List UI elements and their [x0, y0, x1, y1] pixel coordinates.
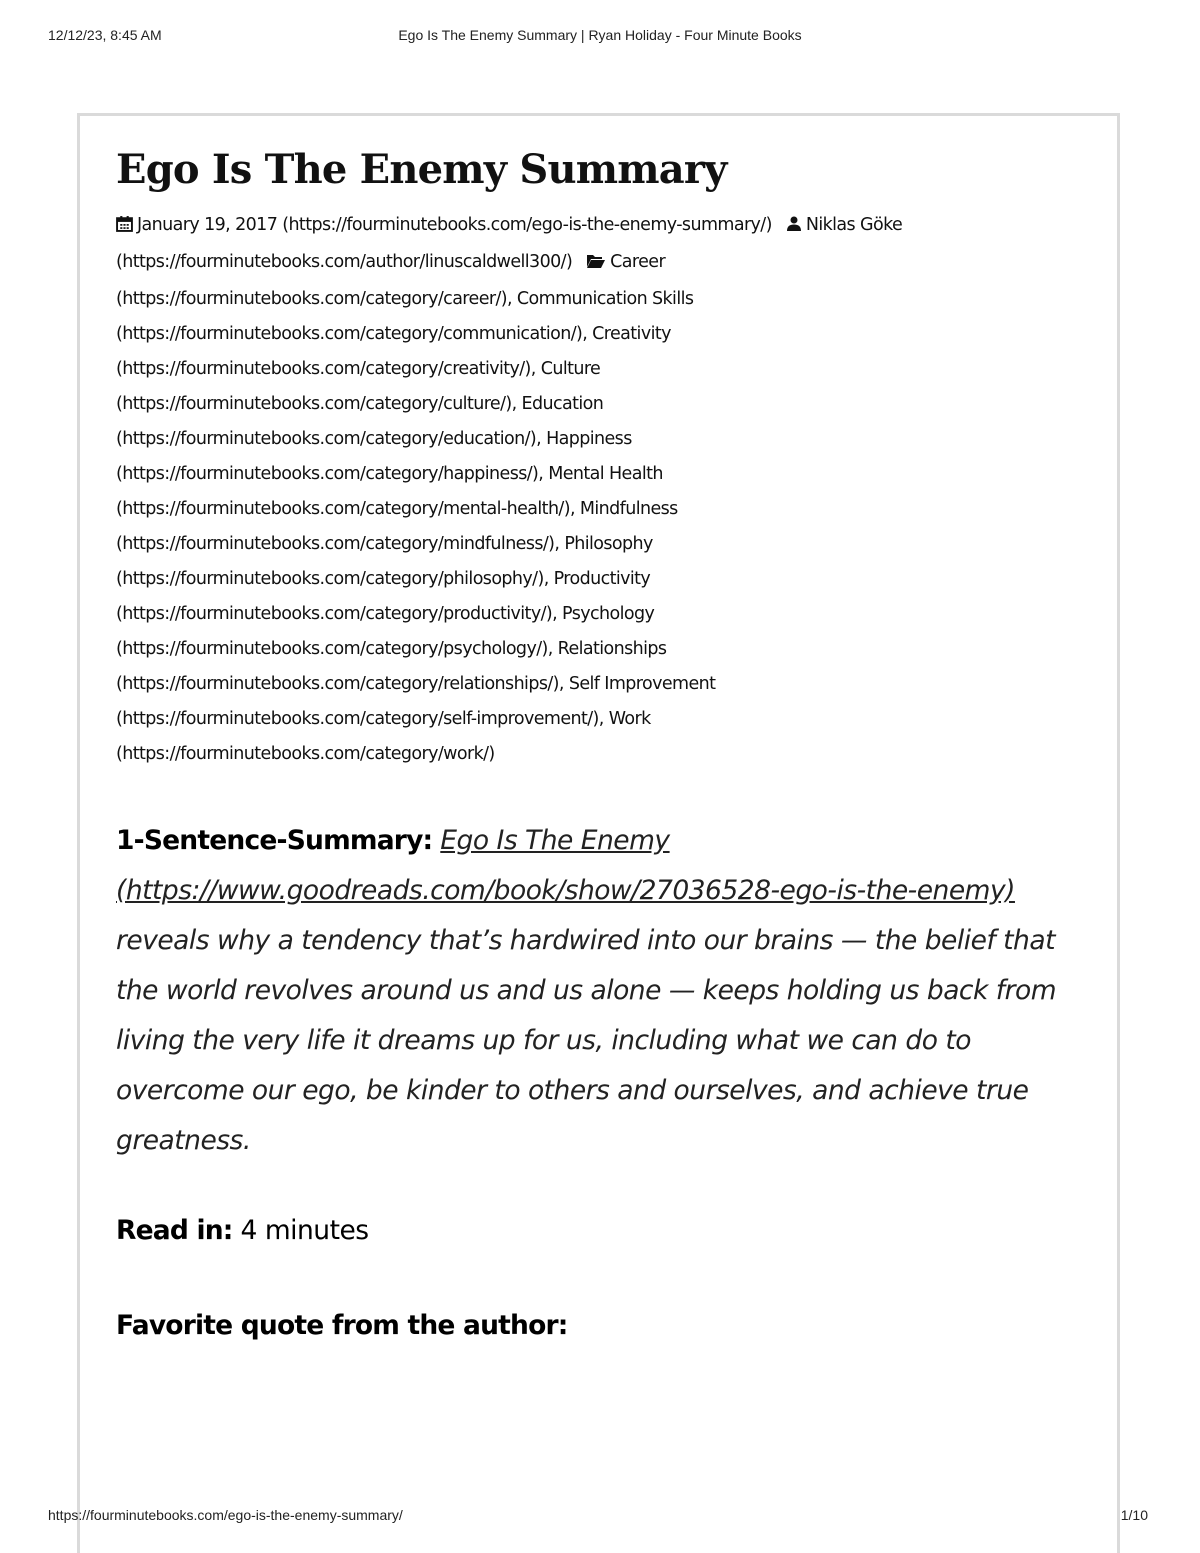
category-url: (https://fourminutebooks.com/category/psychology/)	[116, 639, 548, 659]
category-name: Relationships	[557, 639, 667, 659]
folder-open-icon	[586, 247, 606, 282]
post-date: January 19, 2017	[137, 215, 278, 235]
book-title: Ego Is The Enemy	[440, 825, 670, 856]
category-name: Psychology	[562, 604, 655, 624]
category-name: Education	[521, 394, 604, 414]
category-url: (https://fourminutebooks.com/category/productivity/)	[116, 604, 553, 624]
category-name: Happiness	[546, 429, 632, 449]
post-meta	[116, 208, 996, 772]
category-name: Creativity	[592, 324, 671, 344]
favorite-quote-heading: Favorite quote from the author:	[116, 1310, 568, 1341]
read-time-value: 4 minutes	[240, 1215, 369, 1246]
category-url: (https://fourminutebooks.com/category/culture/)	[116, 394, 512, 414]
read-time-label: Read in:	[116, 1215, 233, 1246]
print-header	[0, 27, 1200, 49]
category-name: Culture	[540, 359, 601, 379]
category-url: (https://fourminutebooks.com/category/self-improvement/)	[116, 709, 599, 729]
read-time	[116, 1211, 369, 1251]
calendar-icon	[116, 210, 133, 245]
one-sentence-summary	[116, 816, 1076, 1166]
summary-label: 1-Sentence-Summary:	[116, 825, 433, 856]
article-card	[77, 113, 1120, 1553]
print-url: https://fourminutebooks.com/ego-is-the-enemy-summary/	[48, 1507, 403, 1523]
print-footer	[0, 1507, 1200, 1529]
category-url: (https://fourminutebooks.com/category/mindfulness/)	[116, 534, 555, 554]
category-name: Productivity	[553, 569, 651, 589]
category-url: (https://fourminutebooks.com/category/relationships/)	[116, 674, 559, 694]
category-url: (https://fourminutebooks.com/category/work/)	[116, 744, 495, 764]
post-title: Ego Is The Enemy Summary	[116, 146, 727, 193]
category-url: (https://fourminutebooks.com/category/philosophy/)	[116, 569, 544, 589]
category-url: (https://fourminutebooks.com/category/education/)	[116, 429, 537, 449]
print-page-title: Ego Is The Enemy Summary | Ryan Holiday - Four Minute Books	[398, 27, 802, 43]
post-author: Niklas Göke	[805, 215, 903, 235]
summary-text: reveals why a tendency that’s hardwired into our brains — the belief that the world revolves around us and us alone — keeps holding us back from living the very life it dreams up for us, including what we can do to overcome our ego, be kinder to others and ourselves, and achieve true greatness.	[116, 925, 1057, 1156]
category-name: Mindfulness	[579, 499, 678, 519]
category-name: Career	[610, 252, 666, 272]
category-name: Work	[608, 709, 651, 729]
print-datetime: 12/12/23, 8:45 AM	[48, 27, 162, 43]
category-url: (https://fourminutebooks.com/category/creativity/)	[116, 359, 531, 379]
category-name: Philosophy	[564, 534, 653, 554]
category-name: Communication Skills	[516, 289, 694, 309]
category-url: (https://fourminutebooks.com/category/happiness/)	[116, 464, 539, 484]
user-icon	[786, 210, 802, 245]
post-date-link[interactable]	[137, 215, 772, 235]
category-list: Career (https://fourminutebooks.com/category/career/), Communication Skills (https://fourminutebooks.com/category/communication/), Creativity (https://fourminutebooks.com/category/creativity/), Culture (https://fourminutebooks.com/category/culture/), Education (https://fourminutebooks.com/category/education/), Happiness (https://fourminutebooks.com/category/happiness/), Mental Health (https://fourminutebooks.com/category/mental-health/), Mindfulness (https://fourminutebooks.com/category/mindfulness/), Philosophy (https://fourminutebooks.com/category/philosophy/), Productivity (https://fourminutebooks.com/category/productivity/), Psychology (https://fourminutebooks.com/category/psychology/), Relationships (https://fourminutebooks.com/category/relationships/), Self Improvement (https://fourminutebooks.com/category/self-improvement/), Work (https://fourminutebooks.com/category/work/)	[116, 252, 716, 764]
post-author-url: (https://fourminutebooks.com/author/linuscaldwell300/)	[116, 252, 573, 272]
print-page-number: 1/10	[1120, 1507, 1148, 1523]
post-date-url: (https://fourminutebooks.com/ego-is-the-enemy-summary/)	[282, 215, 772, 235]
category-name: Self Improvement	[568, 674, 716, 694]
category-url: (https://fourminutebooks.com/category/career/)	[116, 289, 507, 309]
category-url: (https://fourminutebooks.com/category/mental-health/)	[116, 499, 570, 519]
category-url: (https://fourminutebooks.com/category/communication/)	[116, 324, 583, 344]
book-url: (https://www.goodreads.com/book/show/27036528-ego-is-the-enemy)	[116, 875, 1015, 906]
category-name: Mental Health	[548, 464, 663, 484]
